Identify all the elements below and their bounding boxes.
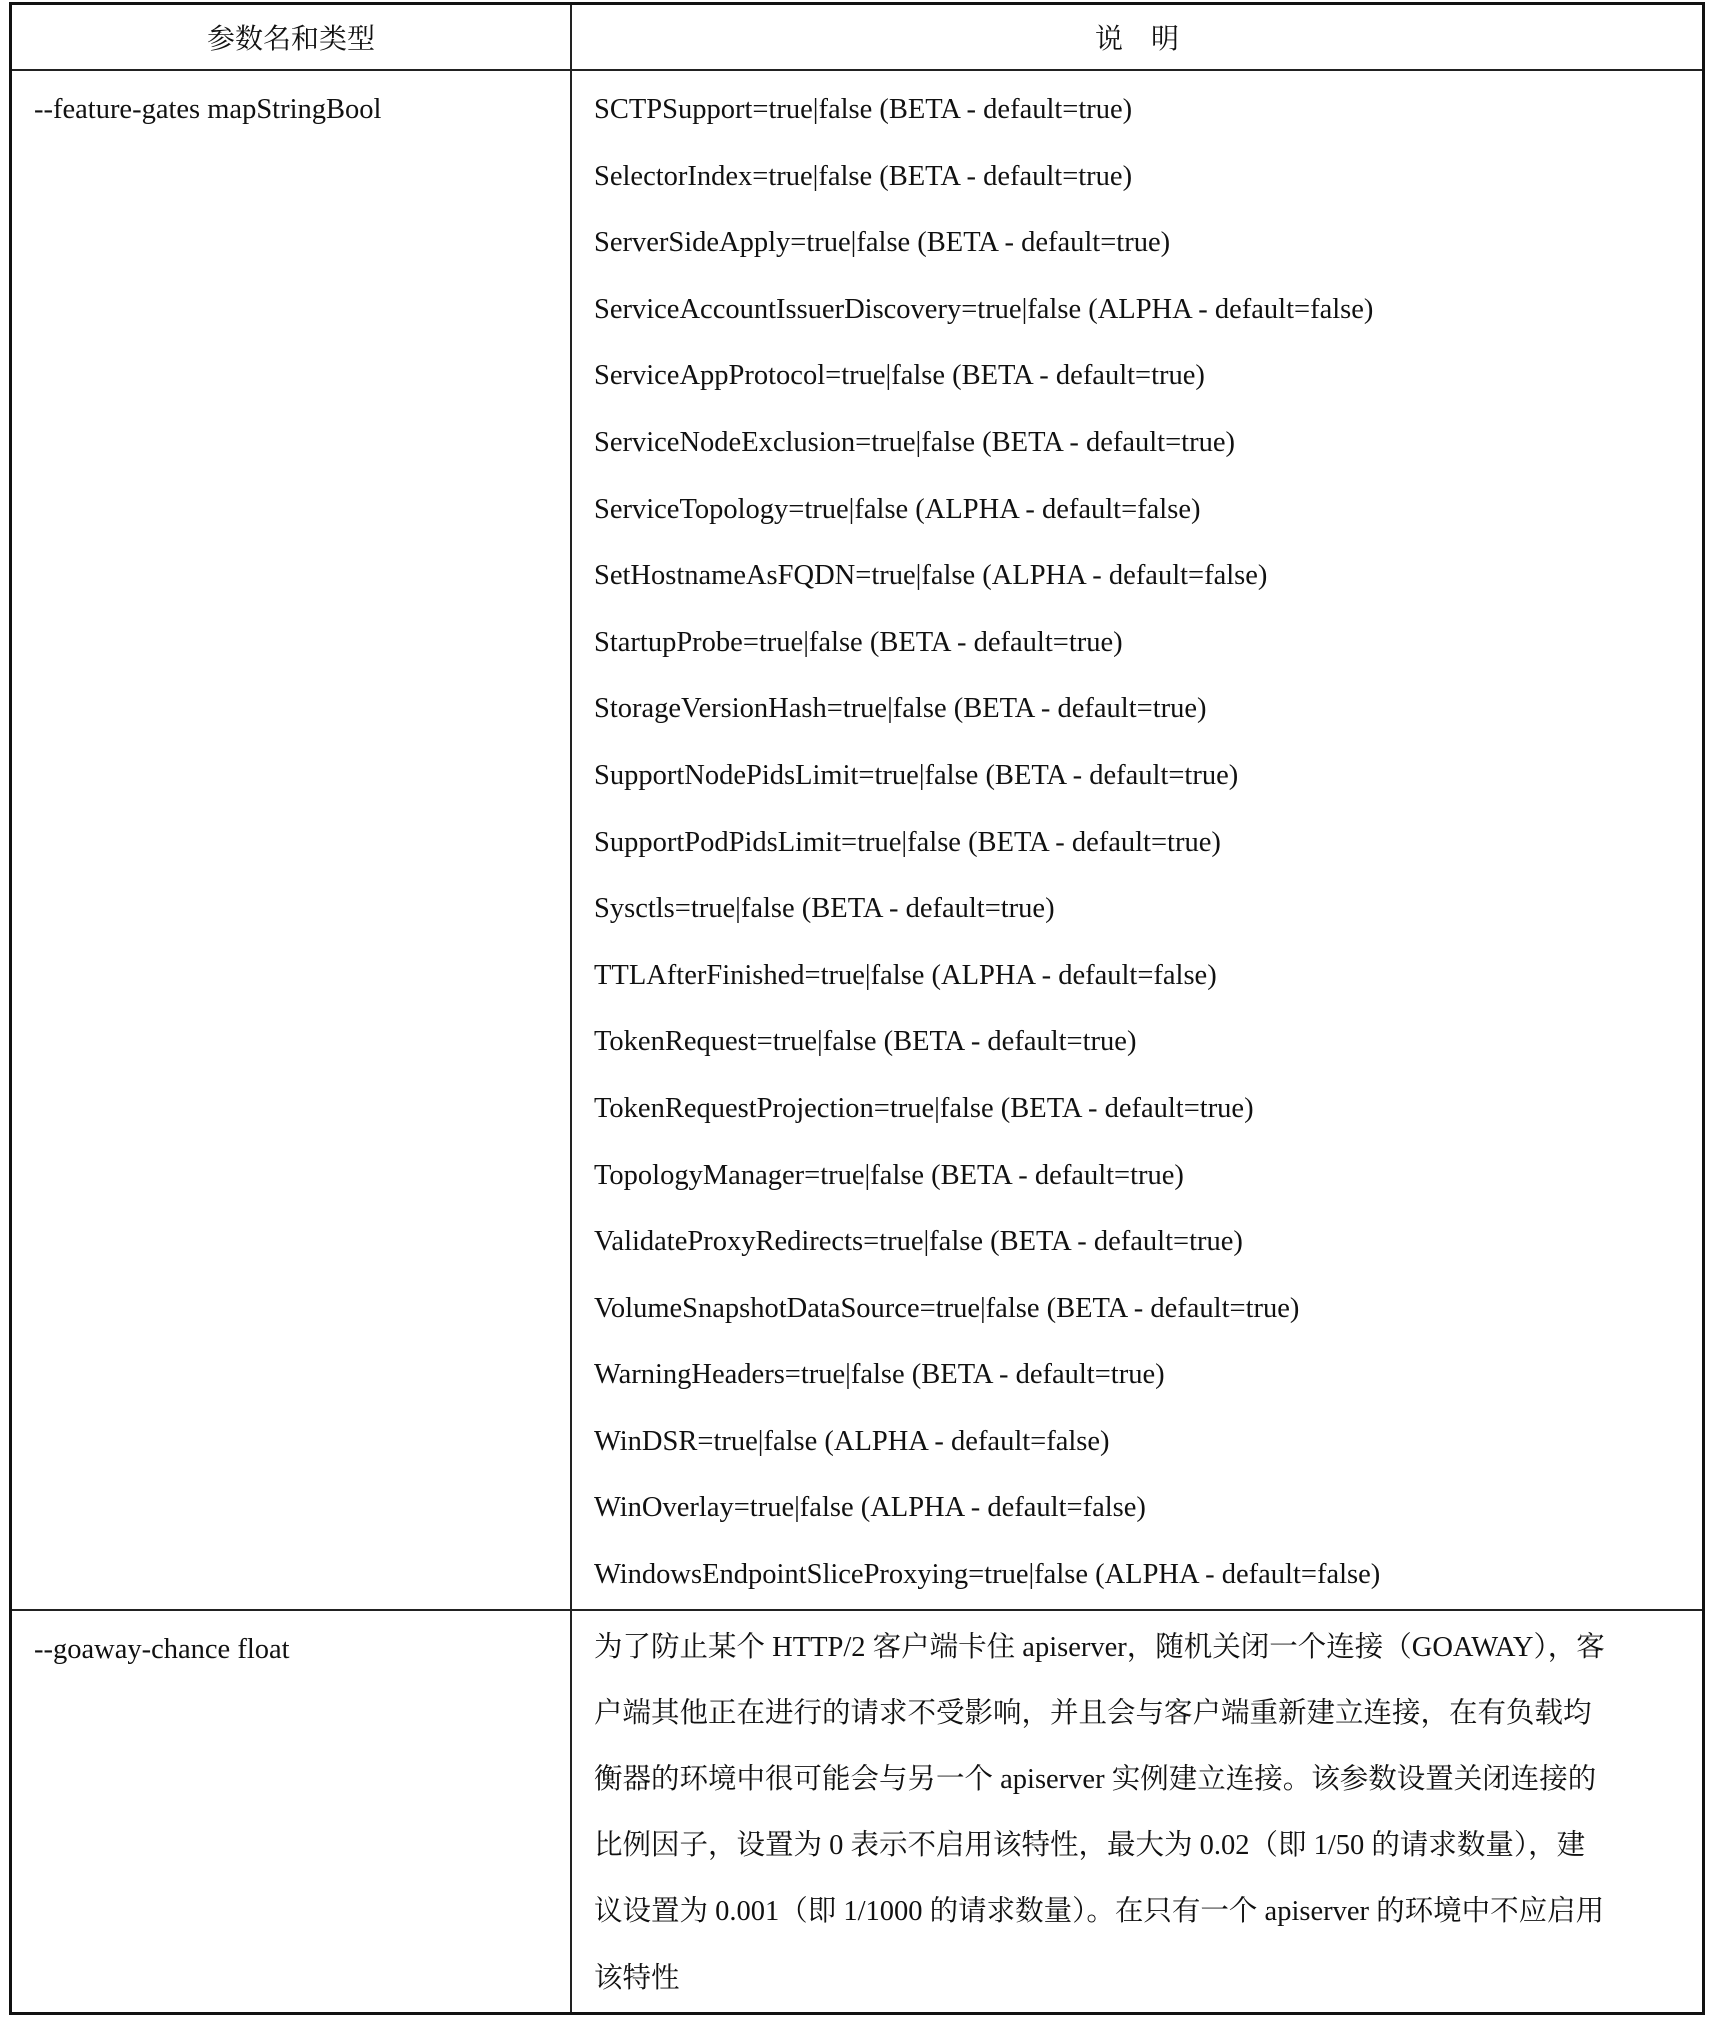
feature-gate-line: ServiceAccountIssuerDiscovery=true|false (ALPHA - default=false) [594, 293, 1374, 325]
feature-gate-line: ServiceAppProtocol=true|false (BETA - default=true) [594, 360, 1205, 392]
feature-gate-line: VolumeSnapshotDataSource=true|false (BETA - default=true) [594, 1292, 1300, 1324]
feature-gate-line: ValidateProxyRedirects=true|false (BETA - default=true) [594, 1226, 1243, 1258]
description-line: 比例因子，设置为 0 表示不启用该特性，最大为 0.02（即 1/50 的请求数量），建 [594, 1830, 1586, 1862]
description-line: 衡器的环境中很可能会与另一个 apiserver 实例建立连接。该参数设置关闭连接的 [594, 1764, 1597, 1796]
feature-gate-line: WinOverlay=true|false (ALPHA - default=false) [594, 1492, 1146, 1524]
feature-gate-line: StorageVersionHash=true|false (BETA - default=true) [594, 693, 1207, 725]
feature-gate-line: ServiceNodeExclusion=true|false (BETA - default=true) [594, 426, 1235, 458]
feature-gate-line: TopologyManager=true|false (BETA - default=true) [594, 1159, 1184, 1191]
description-line: 议设置为 0.001（即 1/1000 的请求数量）。在只有一个 apiserver 的环境中不应启用 [594, 1896, 1605, 1928]
description-cell [571, 1610, 1704, 2014]
feature-gate-line: ServiceTopology=true|false (ALPHA - default=false) [594, 493, 1201, 525]
description-cell [571, 70, 1704, 1610]
param-name: --goaway-chance float [34, 1633, 290, 1665]
feature-gate-line: WindowsEndpointSliceProxying=true|false (ALPHA - default=false) [594, 1559, 1381, 1591]
description-line: 户端其他正在进行的请求不受影响，并且会与客户端重新建立连接，在有负载均 [594, 1697, 1592, 1729]
feature-gate-line: TTLAfterFinished=true|false (ALPHA - default=false) [594, 959, 1217, 991]
feature-gate-line: ServerSideApply=true|false (BETA - default=true) [594, 227, 1171, 259]
feature-gate-line: TokenRequest=true|false (BETA - default=true) [594, 1026, 1137, 1058]
feature-gate-line: SupportPodPidsLimit=true|false (BETA - default=true) [594, 826, 1221, 858]
header-param-name-type: 参数名和类型 [11, 4, 572, 71]
table-header-row [11, 4, 1704, 71]
table-row [11, 1610, 1704, 2014]
feature-gate-line: TokenRequestProjection=true|false (BETA - default=true) [594, 1092, 1254, 1124]
header-description: 说 明 [571, 4, 1704, 71]
feature-gate-line: WinDSR=true|false (ALPHA - default=false) [594, 1425, 1110, 1457]
table-row [11, 70, 1704, 1610]
feature-gate-line: Sysctls=true|false (BETA - default=true) [594, 893, 1055, 925]
feature-gate-line: StartupProbe=true|false (BETA - default=true) [594, 626, 1123, 658]
param-name: --feature-gates mapStringBool [34, 94, 382, 125]
feature-gate-line: SupportNodePidsLimit=true|false (BETA - default=true) [594, 759, 1239, 791]
description-line: 该特性 [594, 1962, 680, 1994]
feature-gate-line: SelectorIndex=true|false (BETA - default=true) [594, 160, 1133, 192]
param-cell [11, 70, 572, 1610]
feature-gate-line: SCTPSupport=true|false (BETA - default=true) [594, 94, 1133, 125]
parameter-table [9, 2, 1705, 2015]
param-cell [11, 1610, 572, 2014]
feature-gate-line: WarningHeaders=true|false (BETA - default=true) [594, 1359, 1165, 1391]
description-line: 为了防止某个 HTTP/2 客户端卡住 apiserver，随机关闭一个连接（GOAWAY），客 [594, 1631, 1605, 1663]
feature-gate-line: SetHostnameAsFQDN=true|false (ALPHA - default=false) [594, 560, 1268, 592]
